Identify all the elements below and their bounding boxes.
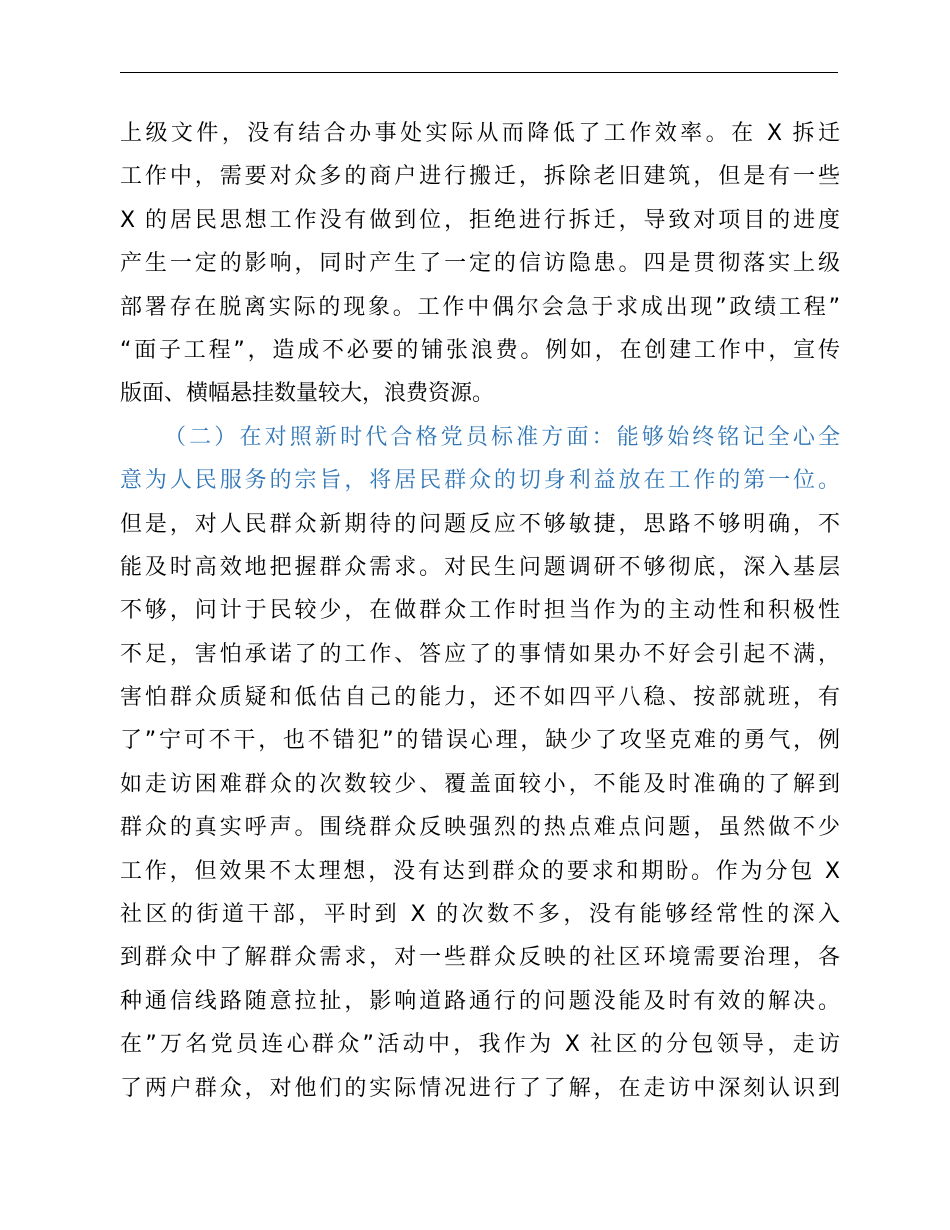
document-body — [120, 112, 840, 1110]
text-line: “面子工程”，造成不必要的铺张浪费。例如，在创建工作中，宣传 — [120, 337, 840, 363]
text-line: 但是，对人民群众新期待的问题反应不够敏捷，思路不够明确，不 — [120, 511, 840, 537]
section-heading-line: （二）在对照新时代合格党员标准方面：能够始终铭记全心全 — [164, 424, 840, 450]
text-line: 社区的街道干部，平时到 X 的次数不多，没有能够经常性的深入 — [120, 902, 840, 928]
text-line: 害怕群众质疑和低估自己的能力，还不如四平八稳、按部就班，有 — [120, 685, 840, 711]
section-heading-line: 意为人民服务的宗旨，将居民群众的切身利益放在工作的第一位。 — [120, 468, 840, 494]
text-line: 到群众中了解群众需求，对一些群众反映的社区环境需要治理，各 — [120, 945, 840, 971]
text-line: 工作，但效果不太理想，没有达到群众的要求和期盼。作为分包 X — [120, 858, 840, 884]
text-line: 了两户群众，对他们的实际情况进行了了解，在走访中深刻认识到 — [120, 1075, 840, 1101]
text-line: 了”宁可不干，也不错犯”的错误心理，缺少了攻坚克难的勇气，例 — [120, 728, 840, 754]
text-line: 产生一定的影响，同时产生了一定的信访隐患。四是贯彻落实上级 — [120, 251, 840, 277]
text-line: 版面、横幅悬挂数量较大，浪费资源。 — [120, 381, 495, 407]
header-rule — [120, 72, 838, 73]
text-line: 不够，问计于民较少，在做群众工作时担当作为的主动性和积极性 — [120, 598, 840, 624]
text-line: 上级文件，没有结合办事处实际从而降低了工作效率。在 X 拆迁 — [120, 121, 840, 146]
text-line: 能及时高效地把握群众需求。对民生问题调研不够彻底，深入基层 — [120, 554, 840, 580]
text-line: 在”万名党员连心群众”活动中，我作为 X 社区的分包领导，走访 — [120, 1032, 840, 1058]
text-line: 工作中，需要对众多的商户进行搬迁，拆除老旧建筑，但是有一些 — [120, 164, 840, 190]
text-line: 部署存在脱离实际的现象。工作中偶尔会急于求成出现”政绩工程” — [120, 294, 840, 320]
text-line: 如走访困难群众的次数较少、覆盖面较小，不能及时准确的了解到 — [120, 771, 840, 797]
text-line: 种通信线路随意拉扯，影响道路通行的问题没能及时有效的解决。 — [120, 988, 840, 1014]
text-line: 不足，害怕承诺了的工作、答应了的事情如果办不好会引起不满， — [120, 641, 840, 667]
text-line: 群众的真实呼声。围绕群众反映强烈的热点难点问题，虽然做不少 — [120, 815, 840, 841]
text-line: X 的居民思想工作没有做到位，拒绝进行拆迁，导致对项目的进度 — [120, 207, 840, 233]
